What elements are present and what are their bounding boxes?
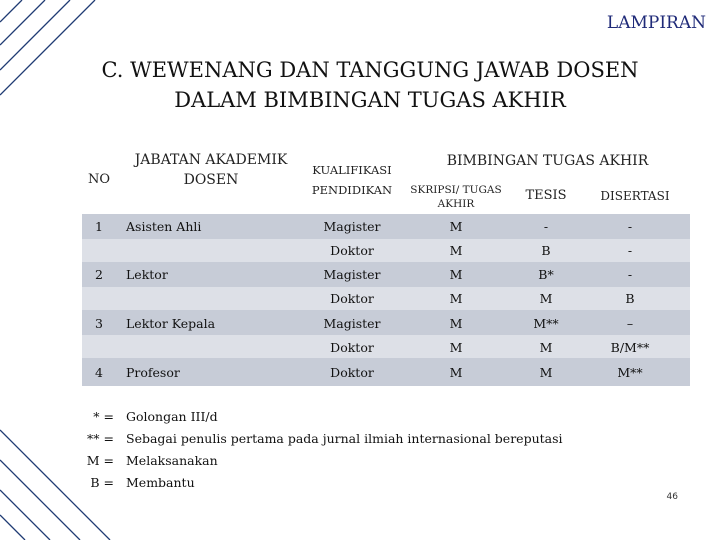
cell-kualifikasi: Doktor xyxy=(330,243,374,258)
cell-kualifikasi: Doktor xyxy=(330,291,374,306)
cell-disertasi: - xyxy=(627,267,633,282)
lampiran-label: LAMPIRAN xyxy=(606,13,706,33)
cell-skripsi: M xyxy=(449,291,463,306)
cell-skripsi: M xyxy=(449,365,463,380)
cell-tesis: M xyxy=(539,340,553,355)
note-text: Melaksanakan xyxy=(126,453,218,468)
note-key: M = xyxy=(86,453,114,468)
cell-no: 2 xyxy=(95,267,103,282)
cell-tesis: - xyxy=(543,219,549,234)
col-header-kualifikasi: KUALIFIKASI PENDIDIKAN xyxy=(311,163,393,197)
cell-kualifikasi: Magister xyxy=(323,267,381,282)
cell-disertasi: - xyxy=(627,219,633,234)
cell-jabatan: Profesor xyxy=(126,365,180,380)
cell-jabatan: Lektor Kepala xyxy=(126,316,216,331)
cell-skripsi: M xyxy=(449,219,463,234)
cell-disertasi: B/M** xyxy=(610,340,650,355)
cell-skripsi: M xyxy=(449,340,463,355)
col-header-no: NO xyxy=(87,172,111,187)
cell-kualifikasi: Doktor xyxy=(330,365,374,380)
sub-header-skripsi: SKRIPSI/ TUGAS AKHIR xyxy=(410,184,502,210)
cell-tesis: B* xyxy=(538,267,554,282)
cell-kualifikasi: Doktor xyxy=(330,340,374,355)
cell-no: 1 xyxy=(95,219,103,234)
title-line-1: C. WEWENANG DAN TANGGUNG JAWAB DOSEN xyxy=(101,58,639,82)
cell-tesis: M xyxy=(539,365,553,380)
note-text: Sebagai penulis pertama pada jurnal ilmiah internasional bereputasi xyxy=(126,431,563,446)
note-key: ** = xyxy=(87,431,114,446)
cell-disertasi: M** xyxy=(617,365,643,380)
cell-disertasi: - xyxy=(627,243,633,258)
page-number: 46 xyxy=(666,492,678,502)
cell-skripsi: M xyxy=(449,243,463,258)
note-key: * = xyxy=(93,409,114,424)
cell-kualifikasi: Magister xyxy=(323,219,381,234)
sub-header-disertasi: DISERTASI xyxy=(600,189,670,203)
cell-kualifikasi: Magister xyxy=(323,316,381,331)
cell-jabatan: Lektor xyxy=(126,267,168,282)
cell-disertasi: B xyxy=(625,291,635,306)
cell-skripsi: M xyxy=(449,267,463,282)
cell-skripsi: M xyxy=(449,316,463,331)
col-header-bimbingan: BIMBINGAN TUGAS AKHIR xyxy=(446,153,649,169)
cell-no: 4 xyxy=(95,365,103,380)
title-line-2: DALAM BIMBINGAN TUGAS AKHIR xyxy=(174,88,566,112)
cell-no: 3 xyxy=(95,316,103,331)
cell-tesis: B xyxy=(541,243,551,258)
note-text: Membantu xyxy=(126,475,195,490)
page-title xyxy=(70,55,670,115)
cell-tesis: M xyxy=(539,291,553,306)
note-key: B = xyxy=(90,475,114,490)
col-header-jabatan: JABATAN AKADEMIK DOSEN xyxy=(134,152,288,188)
cell-disertasi: – xyxy=(626,316,634,331)
cell-tesis: M** xyxy=(533,316,559,331)
note-text: Golongan III/d xyxy=(126,409,218,424)
sub-header-tesis: TESIS xyxy=(525,188,567,203)
cell-jabatan: Asisten Ahli xyxy=(126,219,202,234)
